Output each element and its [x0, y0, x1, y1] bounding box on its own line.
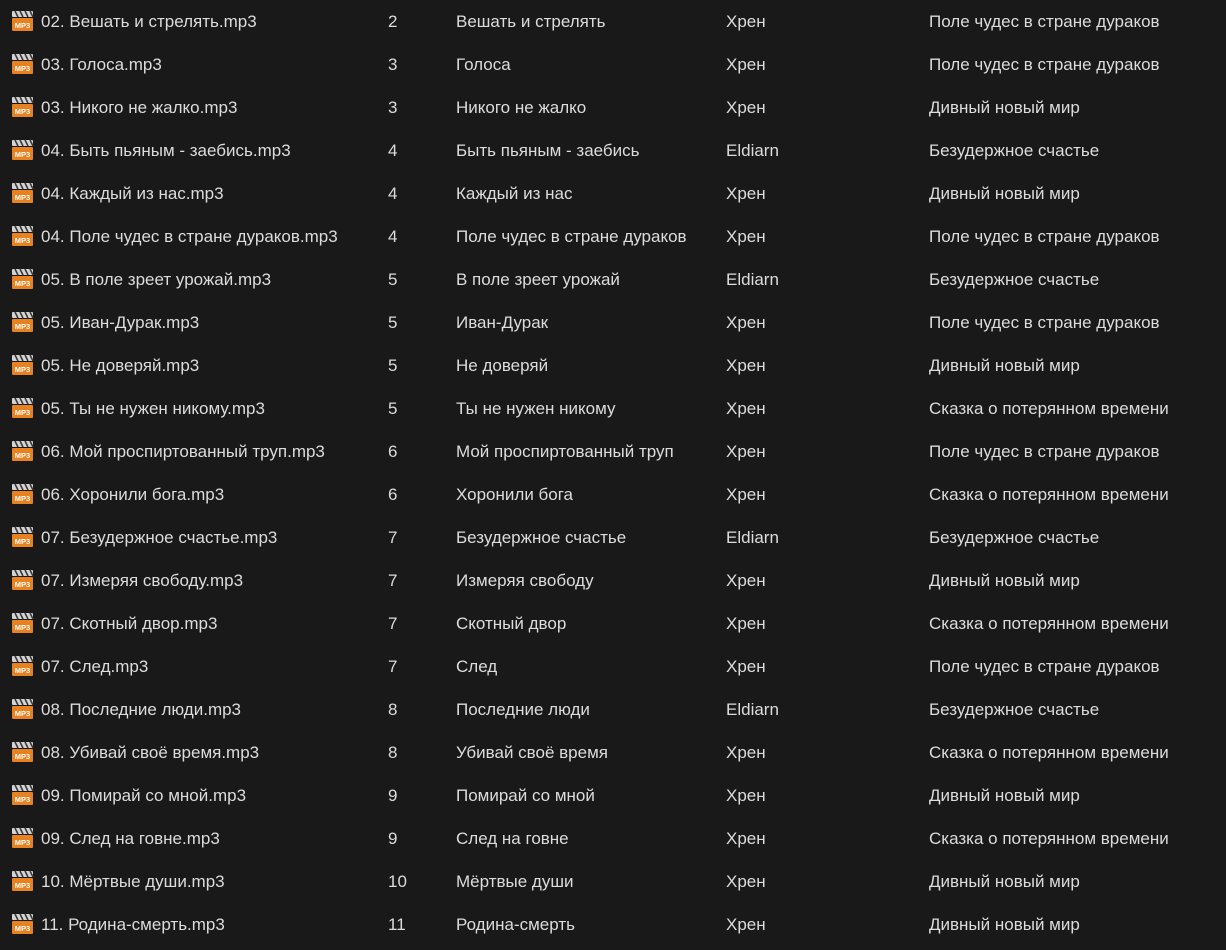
icon-label: MP3 — [14, 924, 31, 933]
track-number: 4 — [388, 227, 398, 246]
track-title: Иван-Дурак — [456, 313, 549, 332]
track-artist: Eldiarn — [726, 270, 779, 289]
track-title: Помирай со мной — [456, 786, 595, 805]
icon-label: MP3 — [14, 752, 31, 761]
file-name: 05. Не доверяй.mp3 — [41, 356, 200, 375]
file-name: 04. Быть пьяным - заебись.mp3 — [41, 141, 291, 160]
track-title: Скотный двор — [456, 614, 567, 633]
track-title: Безудержное счастье — [456, 528, 627, 547]
track-album: Дивный новый мир — [929, 184, 1080, 203]
file-row[interactable] — [0, 86, 1226, 129]
file-row[interactable] — [0, 172, 1226, 215]
track-number: 5 — [388, 356, 398, 375]
track-album: Безудержное счастье — [929, 528, 1100, 547]
track-album: Поле чудес в стране дураков — [929, 227, 1160, 246]
mp3-file-icon — [11, 870, 35, 892]
file-row[interactable] — [0, 688, 1226, 731]
track-artist: Хрен — [726, 786, 766, 805]
mp3-file-icon — [11, 53, 35, 75]
icon-label: MP3 — [14, 236, 31, 245]
track-album: Дивный новый мир — [929, 571, 1080, 590]
file-row[interactable] — [0, 387, 1226, 430]
mp3-file-icon — [11, 784, 35, 806]
file-row[interactable] — [0, 258, 1226, 301]
track-number: 11 — [388, 915, 406, 934]
track-album: Сказка о потерянном времени — [929, 399, 1169, 418]
track-number: 4 — [388, 184, 398, 203]
track-artist: Хрен — [726, 399, 766, 418]
icon-label: MP3 — [14, 709, 31, 718]
file-name: 02. Вешать и стрелять.mp3 — [41, 12, 257, 31]
track-title: Никого не жалко — [456, 98, 587, 117]
mp3-file-icon — [11, 268, 35, 290]
track-artist: Хрен — [726, 743, 766, 762]
file-row[interactable] — [0, 645, 1226, 688]
track-number: 3 — [388, 98, 398, 117]
icon-label: MP3 — [14, 322, 31, 331]
track-artist: Хрен — [726, 227, 766, 246]
file-name: 05. В поле зреет урожай.mp3 — [41, 270, 272, 289]
track-number: 7 — [388, 614, 398, 633]
mp3-file-icon — [11, 225, 35, 247]
mp3-file-icon — [11, 483, 35, 505]
track-number: 5 — [388, 399, 398, 418]
track-album: Дивный новый мир — [929, 786, 1080, 805]
track-number: 7 — [388, 657, 398, 676]
file-row[interactable] — [0, 430, 1226, 473]
file-name: 06. Хоронили бога.mp3 — [41, 485, 225, 504]
file-row[interactable] — [0, 215, 1226, 258]
icon-label: MP3 — [14, 451, 31, 460]
icon-label: MP3 — [14, 494, 31, 503]
file-row[interactable] — [0, 0, 1226, 43]
mp3-file-icon — [11, 139, 35, 161]
track-number: 5 — [388, 270, 398, 289]
mp3-file-icon — [11, 354, 35, 376]
file-name: 07. Скотный двор.mp3 — [41, 614, 218, 633]
icon-label: MP3 — [14, 193, 31, 202]
icon-label: MP3 — [14, 21, 31, 30]
track-number: 6 — [388, 485, 398, 504]
track-album: Поле чудес в стране дураков — [929, 313, 1160, 332]
track-title: Быть пьяным - заебись — [456, 141, 640, 160]
track-title: Мой проспиртованный труп — [456, 442, 674, 461]
mp3-file-icon — [11, 913, 35, 935]
track-title: Не доверяй — [456, 356, 549, 375]
file-name: 05. Иван-Дурак.mp3 — [41, 313, 200, 332]
mp3-file-icon — [11, 698, 35, 720]
track-number: 2 — [388, 12, 398, 31]
track-number: 9 — [388, 786, 398, 805]
file-row[interactable] — [0, 817, 1226, 860]
mp3-file-icon — [11, 440, 35, 462]
file-name: 03. Голоса.mp3 — [41, 55, 162, 74]
track-artist: Хрен — [726, 313, 766, 332]
file-row[interactable] — [0, 473, 1226, 516]
icon-label: MP3 — [14, 666, 31, 675]
track-album: Сказка о потерянном времени — [929, 614, 1169, 633]
track-album: Сказка о потерянном времени — [929, 743, 1169, 762]
track-title: В поле зреет урожай — [456, 270, 620, 289]
track-album: Поле чудес в стране дураков — [929, 12, 1160, 31]
file-name: 04. Каждый из нас.mp3 — [41, 184, 224, 203]
track-title: След — [456, 657, 498, 676]
mp3-file-icon — [11, 96, 35, 118]
mp3-file-icon — [11, 827, 35, 849]
mp3-file-icon — [11, 397, 35, 419]
track-album: Дивный новый мир — [929, 915, 1080, 934]
icon-label: MP3 — [14, 881, 31, 890]
track-number: 7 — [388, 571, 398, 590]
file-name: 09. Помирай со мной.mp3 — [41, 786, 247, 805]
track-title: Хоронили бога — [456, 485, 574, 504]
icon-label: MP3 — [14, 838, 31, 847]
file-name: 10. Мёртвые души.mp3 — [41, 872, 225, 891]
file-name: 06. Мой проспиртованный труп.mp3 — [41, 442, 325, 461]
track-album: Поле чудес в стране дураков — [929, 442, 1160, 461]
track-title: Мёртвые души — [456, 872, 574, 891]
mp3-file-icon — [11, 311, 35, 333]
file-row[interactable] — [0, 903, 1226, 946]
track-artist: Eldiarn — [726, 528, 779, 547]
mp3-file-icon — [11, 182, 35, 204]
track-artist: Хрен — [726, 55, 766, 74]
track-title: Измеряя свободу — [456, 571, 594, 590]
track-number: 8 — [388, 700, 398, 719]
mp3-file-icon — [11, 10, 35, 32]
mp3-file-icon — [11, 612, 35, 634]
track-title: След на говне — [456, 829, 569, 848]
track-number: 10 — [388, 872, 407, 891]
track-artist: Eldiarn — [726, 700, 779, 719]
file-row[interactable] — [0, 731, 1226, 774]
file-name: 08. Убивай своё время.mp3 — [41, 743, 260, 762]
track-artist: Хрен — [726, 485, 766, 504]
track-number: 7 — [388, 528, 398, 547]
track-artist: Хрен — [726, 829, 766, 848]
track-artist: Хрен — [726, 356, 766, 375]
file-row[interactable] — [0, 774, 1226, 817]
track-artist: Хрен — [726, 872, 766, 891]
icon-label: MP3 — [14, 408, 31, 417]
track-album: Сказка о потерянном времени — [929, 829, 1169, 848]
track-title: Поле чудес в стране дураков — [456, 227, 687, 246]
track-album: Сказка о потерянном времени — [929, 485, 1169, 504]
track-album: Поле чудес в стране дураков — [929, 657, 1160, 676]
mp3-file-icon — [11, 741, 35, 763]
icon-label: MP3 — [14, 365, 31, 374]
track-artist: Хрен — [726, 184, 766, 203]
file-name: 07. След.mp3 — [41, 657, 149, 676]
track-title: Последние люди — [456, 700, 590, 719]
mp3-file-icon — [11, 655, 35, 677]
track-artist: Хрен — [726, 657, 766, 676]
track-number: 3 — [388, 55, 398, 74]
file-name: 07. Измеряя свободу.mp3 — [41, 571, 244, 590]
track-artist: Хрен — [726, 442, 766, 461]
icon-label: MP3 — [14, 279, 31, 288]
track-title: Голоса — [456, 55, 511, 74]
file-row[interactable] — [0, 516, 1226, 559]
icon-label: MP3 — [14, 150, 31, 159]
track-album: Безудержное счастье — [929, 270, 1100, 289]
file-name: 03. Никого не жалко.mp3 — [41, 98, 238, 117]
track-album: Дивный новый мир — [929, 98, 1080, 117]
track-artist: Eldiarn — [726, 141, 779, 160]
file-name: 05. Ты не нужен никому.mp3 — [41, 399, 265, 418]
file-row[interactable] — [0, 344, 1226, 387]
icon-label: MP3 — [14, 107, 31, 116]
track-artist: Хрен — [726, 571, 766, 590]
track-artist: Хрен — [726, 614, 766, 633]
file-name: 07. Безудержное счастье.mp3 — [41, 528, 278, 547]
icon-label: MP3 — [14, 64, 31, 73]
track-number: 9 — [388, 829, 398, 848]
track-title: Убивай своё время — [456, 743, 608, 762]
track-number: 8 — [388, 743, 398, 762]
track-title: Вешать и стрелять — [456, 12, 606, 31]
track-album: Безудержное счастье — [929, 700, 1100, 719]
file-row[interactable] — [0, 43, 1226, 86]
track-album: Дивный новый мир — [929, 872, 1080, 891]
icon-label: MP3 — [14, 537, 31, 546]
mp3-file-icon — [11, 569, 35, 591]
file-name: 04. Поле чудес в стране дураков.mp3 — [41, 227, 338, 246]
file-row[interactable] — [0, 602, 1226, 645]
file-row[interactable] — [0, 559, 1226, 602]
track-artist: Хрен — [726, 12, 766, 31]
track-title: Ты не нужен никому — [456, 399, 616, 418]
track-title: Каждый из нас — [456, 184, 573, 203]
icon-label: MP3 — [14, 580, 31, 589]
track-title: Родина-смерть — [456, 915, 575, 934]
file-row[interactable] — [0, 301, 1226, 344]
track-artist: Хрен — [726, 915, 766, 934]
file-name: 09. След на говне.mp3 — [41, 829, 220, 848]
track-album: Безудержное счастье — [929, 141, 1100, 160]
track-number: 6 — [388, 442, 398, 461]
file-row[interactable] — [0, 129, 1226, 172]
mp3-file-icon — [11, 526, 35, 548]
track-artist: Хрен — [726, 98, 766, 117]
track-number: 5 — [388, 313, 398, 332]
track-album: Поле чудес в стране дураков — [929, 55, 1160, 74]
icon-label: MP3 — [14, 795, 31, 804]
icon-label: MP3 — [14, 623, 31, 632]
track-album: Дивный новый мир — [929, 356, 1080, 375]
file-row[interactable] — [0, 860, 1226, 903]
file-name: 11. Родина-смерть.mp3 — [41, 915, 225, 934]
file-name: 08. Последние люди.mp3 — [41, 700, 242, 719]
track-number: 4 — [388, 141, 398, 160]
